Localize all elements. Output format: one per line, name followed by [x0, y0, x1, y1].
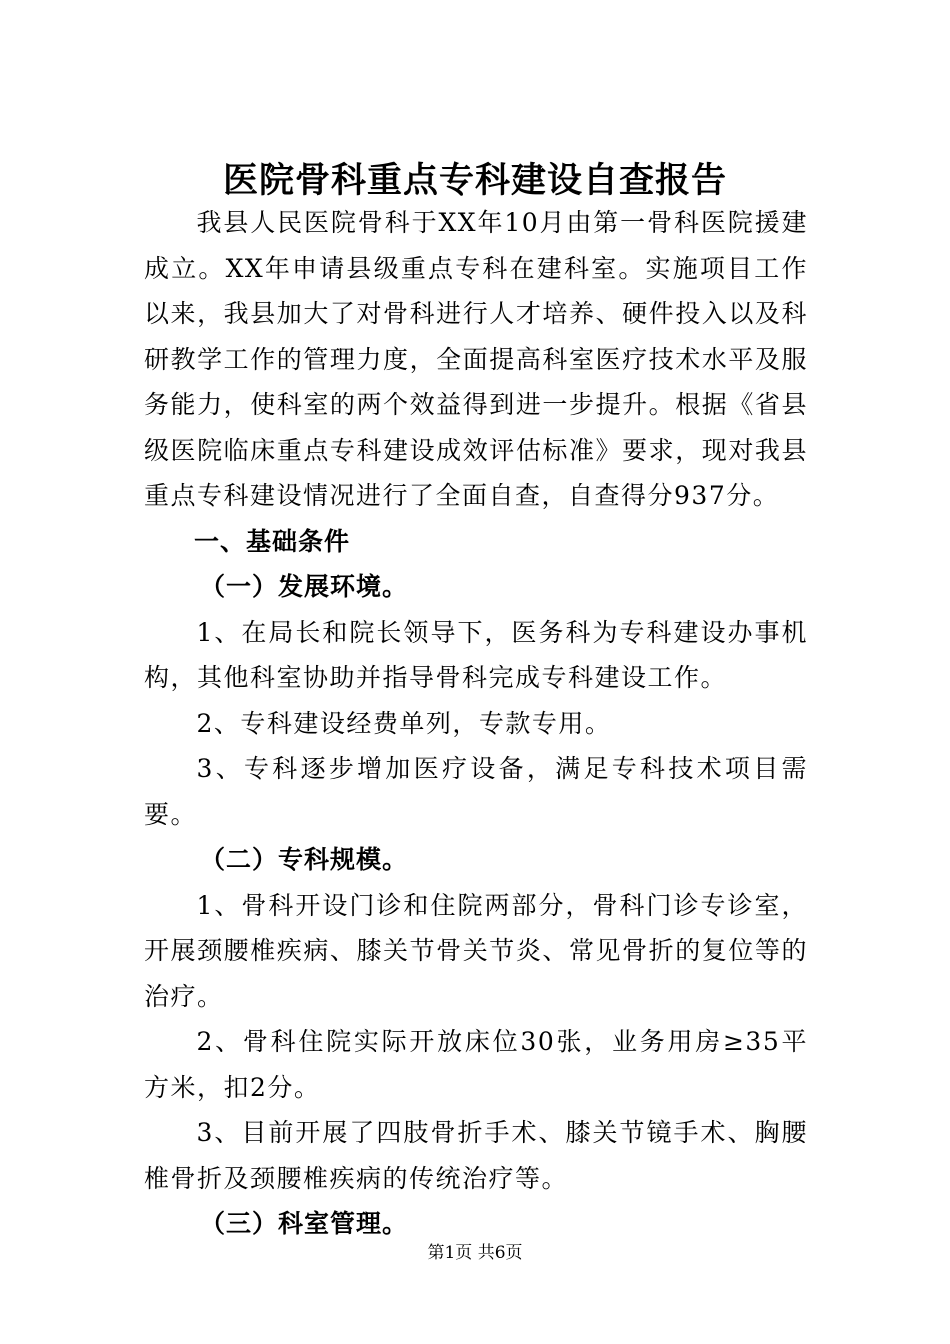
subsection-heading-development-environment: （一）发展环境。: [200, 572, 409, 601]
list-item: 3、目前开展了四肢骨折手术、膝关节镜手术、胸腰椎骨折及颈腰椎疾病的传统治疗等。: [144, 1118, 808, 1193]
section-heading-basic-conditions: 一、基础条件: [194, 526, 351, 556]
subsection-heading-specialty-scale: （二）专科规模。: [200, 845, 409, 874]
list-item: 1、骨科开设门诊和住院两部分，骨科门诊专诊室，开展颈腰椎疾病、膝关节骨关节炎、常见骨折的复位等的治疗。: [144, 890, 808, 1011]
subsection-heading-department-management: （三）科室管理。: [200, 1209, 409, 1238]
intro-paragraph: 我县人民医院骨科于XX年10月由第一骨科医院援建成立。XX年申请县级重点专科在建科室。实施项目工作以来，我县加大了对骨科进行人才培养、硬件投入以及科研教学工作的管理力度，全面提高科室医疗技术水平及服务能力，使科室的两个效益得到进一步提升。根据《省县级医院临床重点专科建设成效评估标准》要求，现对我县重点专科建设情况进行了全面自查，自查得分937分。: [144, 208, 808, 510]
list-item: 2、专科建设经费单列，专款专用。: [196, 708, 612, 738]
page-number-footer: 第1页 共6页: [427, 1243, 523, 1263]
list-item: 3、专科逐步增加医疗设备，满足专科技术项目需要。: [144, 754, 808, 829]
document-title: 医院骨科重点专科建设自查报告: [222, 160, 727, 202]
list-item: 2、骨科住院实际开放床位30张，业务用房≥35平方米，扣2分。: [144, 1027, 808, 1102]
document-body: [144, 200, 808, 1247]
list-item: 1、在局长和院长领导下，医务科为专科建设办事机构，其他科室协助并指导骨科完成专科建设工作。: [144, 617, 808, 692]
